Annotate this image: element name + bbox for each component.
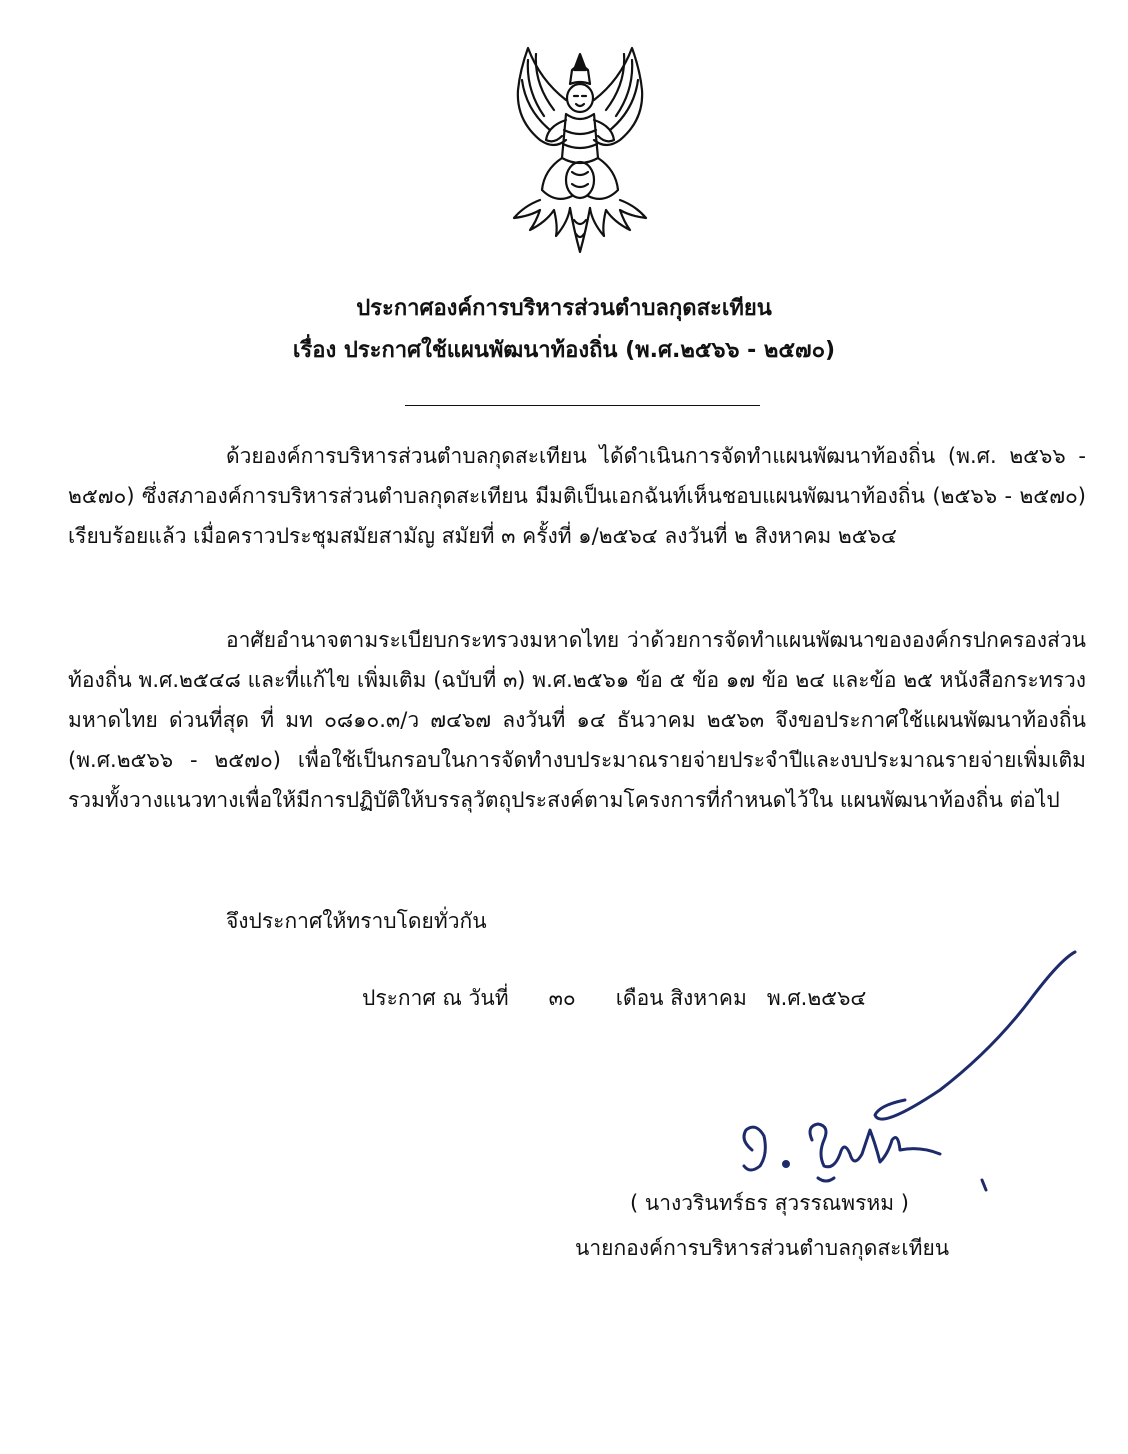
body-paragraph-1: ด้วยองค์การบริหารส่วนตำบลกุดสะเทียน ได้ดำเนินการจัดทำแผนพัฒนาท้องถิ่น (พ.ศ. ๒๕๖๖ - ๒๕๗๐) ซึ่งสภาองค์การบริหารส่วนตำบลกุดสะเทียน มีมติเป็นเอกฉันท์เห็นชอบแผนพัฒนาท้องถิ่น (๒๕๖๖ - ๒๕๗๐) เรียบร้อยแล้ว เมื่อคราวประชุมสมัยสามัญ สมัยที่ ๓ ครั้งที่ ๑/๒๕๖๔ ลงวันที่ ๒ สิงหาคม ๒๕๖๔ (68, 444, 1086, 548)
body-paragraph-2: อาศัยอำนาจตามระเบียบกระทรวงมหาดไทย ว่าด้วยการจัดทำแผนพัฒนาขององค์กรปกครองส่วนท้องถิ่น พ.ศ.๒๕๔๘ และที่แก้ไข เพิ่มเติม (ฉบับที่ ๓) พ.ศ.๒๕๖๑ ข้อ ๕ ข้อ ๑๗ ข้อ ๒๔ และข้อ ๒๕ หนังสือกระทรวงมหาดไทย ด่วนที่สุด ที่ มท ๐๘๑๐.๓/ว ๗๔๖๗ ลงวันที่ ๑๔ ธันวาคม ๒๕๖๓ จึงขอประกาศใช้แผนพัฒนาท้องถิ่น (พ.ศ.๒๕๖๖ - ๒๕๗๐) เพื่อใช้เป็นกรอบในการจัดทำงบประมาณรายจ่ายประจำปีและงบประมาณรายจ่ายเพิ่มเติม รวมทั้งวางแนวทางเพื่อให้มีการปฏิบัติให้บรรลุวัตถุประสงค์ตามโครงการที่กำหนดไว้ใน แผนพัฒนาท้องถิ่น ต่อไป (68, 628, 1086, 812)
announcement-subject: เรื่อง ประกาศใช้แผนพัฒนาท้องถิ่น (พ.ศ.๒๕๖๖ - ๒๕๗๐) (292, 338, 836, 363)
date-prefix: ประกาศ ณ วันที่ (362, 986, 509, 1010)
date-month: เดือน สิงหาคม (615, 986, 747, 1010)
signatory-name: ( นางวรินทร์ธร สุวรรณพรหม ) (630, 1191, 909, 1215)
closing-statement: จึงประกาศให้ทราบโดยทั่วกัน (226, 909, 487, 933)
signatory-position: นายกองค์การบริหารส่วนตำบลกุดสะเทียน (575, 1236, 950, 1260)
announcement-title: ประกาศองค์การบริหารส่วนตำบลกุดสะเทียน (356, 296, 772, 321)
date-day: ๓๐ (548, 986, 576, 1010)
title-divider (405, 405, 760, 406)
garuda-emblem-icon (500, 40, 660, 260)
handwritten-signature (730, 940, 1090, 1200)
date-year: พ.ศ.๒๕๖๔ (766, 986, 867, 1010)
